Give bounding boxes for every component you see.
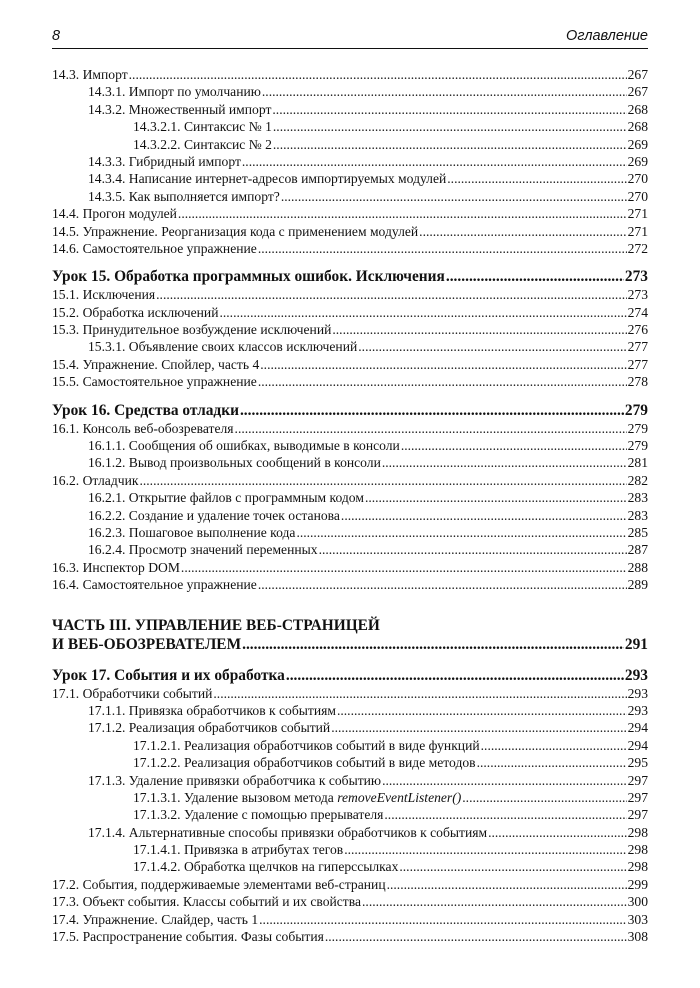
dot-leader — [242, 153, 627, 170]
dot-leader — [341, 507, 627, 524]
toc-chapter-heading[interactable]: Урок 16. Средства отладки ..... 279 — [52, 401, 648, 420]
page-ref: 291 — [624, 635, 648, 653]
page-ref: 297 — [627, 807, 648, 823]
dot-leader — [219, 304, 626, 321]
page-ref: 271 — [627, 223, 648, 239]
page-ref: 282 — [627, 472, 648, 488]
page-ref: 303 — [627, 911, 648, 927]
dot-leader — [337, 702, 627, 719]
page-ref: 300 — [627, 894, 648, 910]
toc-entry[interactable]: 14.3. Импорт ..... 267 — [52, 66, 648, 83]
toc-entry[interactable]: 17.1.3.1. Удаление вызовом метода removeEventListener() ..... 297 — [52, 789, 648, 806]
dot-leader — [273, 118, 627, 135]
dot-leader — [235, 420, 627, 437]
dot-leader — [139, 472, 626, 489]
dot-leader — [447, 170, 626, 187]
dot-leader — [242, 635, 624, 654]
dot-leader — [258, 240, 627, 257]
toc-entry[interactable]: 17.1.3.2. Удаление с помощью прерывателя ..... 297 — [52, 806, 648, 823]
dot-leader — [401, 437, 627, 454]
page-ref: 281 — [627, 455, 648, 471]
dot-leader — [387, 876, 627, 893]
dot-leader — [488, 824, 627, 841]
page-ref: 277 — [627, 356, 648, 372]
toc-entry[interactable]: 17.1.2. Реализация обработчиков событий ..... 294 — [52, 719, 648, 736]
dot-leader — [477, 754, 627, 771]
dot-leader — [129, 66, 627, 83]
page-ref: 308 — [627, 929, 648, 945]
dot-leader — [365, 489, 627, 506]
page-ref: 267 — [627, 84, 648, 100]
page-ref: 293 — [627, 702, 648, 718]
toc-chapter-heading[interactable]: Урок 15. Обработка программных ошибок. Исключения ..... 273 — [52, 267, 648, 286]
page-ref: 272 — [627, 240, 648, 256]
toc-entry[interactable]: 17.1.4.1. Привязка в атрибутах тегов ..... 298 — [52, 841, 648, 858]
dot-leader — [399, 858, 626, 875]
toc-entry[interactable]: 14.3.3. Гибридный импорт ..... 269 — [52, 153, 648, 170]
dot-leader — [319, 541, 627, 558]
dot-leader — [344, 841, 626, 858]
toc-entry[interactable]: 14.3.2.2. Синтаксис № 2 ..... 269 — [52, 136, 648, 153]
dot-leader — [382, 454, 627, 471]
toc-chapter-heading[interactable]: Урок 17. События и их обработка ..... 293 — [52, 666, 648, 685]
page-ref: 293 — [627, 685, 648, 701]
page-ref: 271 — [627, 206, 648, 222]
toc-entry[interactable]: 17.1.4.2. Обработка щелчков на гиперссылках ..... 298 — [52, 858, 648, 875]
toc-entry[interactable]: 17.1. Обработчики событий ..... 293 — [52, 685, 648, 702]
toc-entry[interactable]: 16.3. Инспектор DOM ..... 288 — [52, 559, 648, 576]
page-ref: 269 — [627, 153, 648, 169]
dot-leader — [262, 83, 627, 100]
toc-entry[interactable]: 14.4. Прогон модулей ..... 271 — [52, 205, 648, 222]
toc-entry[interactable]: 15.3. Принудительное возбуждение исключений ..... 276 — [52, 321, 648, 338]
page-header — [52, 28, 648, 49]
toc-entry[interactable]: 15.2. Обработка исключений ..... 274 — [52, 304, 648, 321]
toc-entry[interactable]: 14.3.2.1. Синтаксис № 1 ..... 268 — [52, 118, 648, 135]
dot-leader — [332, 321, 626, 338]
page-ref: 289 — [627, 577, 648, 593]
dot-leader — [331, 719, 626, 736]
page-ref: 283 — [627, 490, 648, 506]
toc-entry[interactable]: 16.2.1. Открытие файлов с программным кодом ..... 283 — [52, 489, 648, 506]
toc-entry[interactable]: 16.1.2. Вывод произвольных сообщений в консоли ..... 281 — [52, 454, 648, 471]
page-ref: 268 — [627, 101, 648, 117]
dot-leader — [258, 576, 627, 593]
toc-entry[interactable]: 17.1.3. Удаление привязки обработчика к событию ..... 297 — [52, 772, 648, 789]
page-ref: 294 — [627, 737, 648, 753]
toc-entry[interactable]: 17.4. Упражнение. Слайдер, часть 1 ..... 303 — [52, 911, 648, 928]
page-ref: 298 — [627, 859, 648, 875]
page-ref: 277 — [627, 339, 648, 355]
page-ref: 279 — [627, 420, 648, 436]
code-method-name: removeEventListener() — [337, 789, 462, 805]
page-ref: 294 — [627, 720, 648, 736]
page-ref: 287 — [627, 542, 648, 558]
toc-entry[interactable]: 14.3.5. Как выполняется импорт? ..... 270 — [52, 188, 648, 205]
page-ref: 285 — [627, 524, 648, 540]
dot-leader — [296, 524, 626, 541]
page-ref: 269 — [627, 136, 648, 152]
dot-leader — [286, 666, 624, 685]
page-ref: 267 — [627, 67, 648, 82]
dot-leader — [462, 789, 626, 806]
dot-leader — [281, 188, 627, 205]
dot-leader — [258, 373, 627, 390]
page-ref: 276 — [627, 322, 648, 338]
page-ref: 273 — [627, 287, 648, 303]
dot-leader — [362, 893, 627, 910]
toc-entry[interactable]: 14.3.4. Написание интернет-адресов импортируемых модулей ..... 270 — [52, 170, 648, 187]
toc-entry[interactable]: 16.2.4. Просмотр значений переменных ..... 287 — [52, 541, 648, 558]
page-ref: 270 — [627, 188, 648, 204]
page-ref: 270 — [627, 171, 648, 187]
toc-entry[interactable]: 16.4. Самостоятельное упражнение ..... 289 — [52, 576, 648, 593]
toc-entry[interactable]: 16.1.1. Сообщения об ошибках, выводимые в консоли ..... 279 — [52, 437, 648, 454]
page-ref: 298 — [627, 842, 648, 858]
dot-leader — [446, 267, 624, 286]
toc-entry[interactable]: 14.3.2. Множественный импорт ..... 268 — [52, 101, 648, 118]
page-ref: 293 — [624, 666, 648, 684]
dot-leader — [382, 772, 627, 789]
page-ref: 297 — [627, 789, 648, 805]
dot-leader — [325, 928, 627, 945]
dot-leader — [260, 356, 626, 373]
dot-leader — [156, 286, 626, 303]
dot-leader — [213, 685, 626, 702]
dot-leader — [240, 401, 624, 420]
toc-part-heading[interactable]: И ВЕБ-ОБОЗРЕВАТЕЛЕМ ..... 291 — [52, 635, 648, 654]
toc-entry[interactable]: 15.3.1. Объявление своих классов исключений ..... 277 — [52, 338, 648, 355]
toc-part-heading-line1: ЧАСТЬ III. УПРАВЛЕНИЕ ВЕБ-СТРАНИЦЕЙ — [52, 616, 380, 634]
toc-entry[interactable]: 17.2. События, поддерживаемые элементами веб-страниц ..... 299 — [52, 876, 648, 893]
dot-leader — [273, 136, 627, 153]
page-number: 8 — [52, 28, 61, 44]
section-title: Оглавление — [566, 28, 648, 44]
toc-entry[interactable]: 16.2. Отладчик ..... 282 — [52, 472, 648, 489]
toc-entry[interactable]: 17.5. Распространение события. Фазы события ..... 308 — [52, 928, 648, 945]
page-ref: 279 — [624, 401, 648, 419]
toc-entry[interactable]: 17.1.2.1. Реализация обработчиков событий в виде функций ..... 294 — [52, 737, 648, 754]
dot-leader — [481, 737, 627, 754]
toc-entry[interactable]: 15.5. Самостоятельное упражнение ..... 278 — [52, 373, 648, 390]
page-ref: 297 — [627, 772, 648, 788]
dot-leader — [181, 559, 627, 576]
toc-entry[interactable]: 16.1. Консоль веб-обозревателя ..... 279 — [52, 420, 648, 437]
dot-leader — [358, 338, 626, 355]
page-ref: 295 — [627, 755, 648, 771]
page-ref: 298 — [627, 824, 648, 840]
page-ref: 279 — [627, 438, 648, 454]
table-of-contents — [52, 66, 648, 945]
dot-leader — [384, 806, 626, 823]
page-ref: 299 — [627, 876, 648, 892]
dot-leader — [259, 911, 626, 928]
toc-entry[interactable]: 16.2.2. Создание и удаление точек останова ..... 283 — [52, 507, 648, 524]
page-ref: 268 — [627, 119, 648, 135]
page-ref: 283 — [627, 507, 648, 523]
page-ref: 273 — [624, 268, 648, 286]
toc-entry[interactable]: 16.2.3. Пошаговое выполнение кода ..... 285 — [52, 524, 648, 541]
page-ref: 278 — [627, 374, 648, 390]
page-ref: 274 — [627, 304, 648, 320]
toc-entry[interactable]: 17.1.2.2. Реализация обработчиков событий в виде методов ..... 295 — [52, 754, 648, 771]
toc-entry[interactable]: 17.1.1. Привязка обработчиков к событиям ..... 293 — [52, 702, 648, 719]
toc-entry[interactable]: 15.4. Упражнение. Спойлер, часть 4 ..... 277 — [52, 356, 648, 373]
page-ref: 288 — [627, 559, 648, 575]
dot-leader — [419, 223, 626, 240]
toc-entry[interactable]: 14.5. Упражнение. Реорганизация кода с применением модулей ..... 271 — [52, 223, 648, 240]
toc-entry[interactable]: 17.3. Объект события. Классы событий и их свойства ..... 300 — [52, 893, 648, 910]
dot-leader — [178, 205, 627, 222]
dot-leader — [272, 101, 626, 118]
toc-entry[interactable]: 17.1.4. Альтернативные способы привязки обработчиков к событиям ..... 298 — [52, 824, 648, 841]
toc-entry[interactable]: 14.6. Самостоятельное упражнение ..... 272 — [52, 240, 648, 257]
toc-entry[interactable]: 14.3.1. Импорт по умолчанию ..... 267 — [52, 83, 648, 100]
toc-entry[interactable]: 15.1. Исключения ..... 273 — [52, 286, 648, 303]
